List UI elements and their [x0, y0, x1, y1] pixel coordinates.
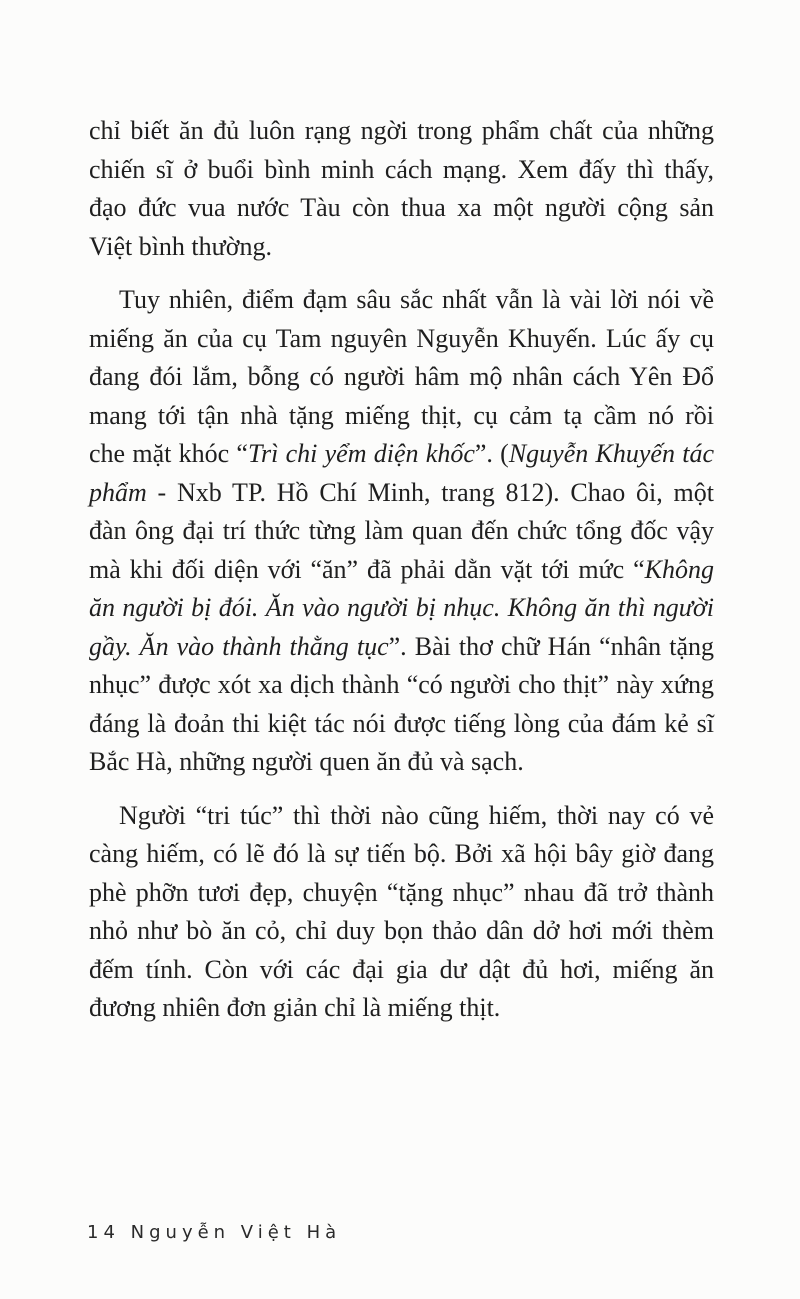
text-line: [89, 474, 714, 513]
text-segment: Người “tri túc” thì thời nào cũng hiếm, thời nay có vẻ: [119, 800, 714, 830]
text-segment: càng hiếm, có lẽ đó là sự tiến bộ. Bởi xã hội bây giờ đang: [89, 839, 714, 868]
text-line: [89, 435, 714, 474]
text-segment: nhục” được xót xa dịch thành “có người cho thịt” này xứng: [89, 670, 714, 699]
text-segment: chỉ biết ăn đủ luôn rạng ngời trong phẩm chất của những: [89, 116, 714, 145]
text-line: [89, 951, 714, 990]
text-segment: đếm tính. Còn với các đại gia dư dật đủ hơi, miếng ăn: [89, 954, 714, 984]
text-segment: - Nxb TP. Hồ Chí Minh, trang 812). Chao ôi, một: [146, 477, 714, 507]
body-text: [89, 112, 714, 1043]
text-segment: mang tới tận nhà tặng miếng thịt, cụ cảm tạ cầm nó rồi: [89, 400, 714, 430]
paragraph: [89, 797, 714, 1028]
text-segment: mà khi đối diện với “ăn” đã phải dằn vặt tới mức “: [89, 554, 645, 584]
text-segment: Bắc Hà, những người quen ăn đủ và sạch.: [89, 747, 524, 776]
text-segment: ”. Bài thơ chữ Hán “nhân tặng: [388, 631, 714, 661]
text-segment: che mặt khóc “: [89, 439, 248, 468]
text-segment: nhỏ như bò ăn cỏ, chỉ duy bọn thảo dân dở hơi mới thèm: [89, 916, 714, 945]
text-line: [89, 743, 714, 782]
text-line: [89, 705, 714, 744]
text-segment: đàn ông đại trí thức từng làm quan đến chức tổng đốc vậy: [89, 516, 714, 545]
text-line: [89, 358, 714, 397]
text-line: [89, 835, 714, 874]
text-line: [89, 628, 714, 667]
italic-segment: Nguyễn Khuyến tác: [508, 439, 714, 468]
text-line: [89, 320, 714, 359]
paragraph: [89, 281, 714, 782]
text-segment: đang đói lắm, bỗng có người hâm mộ nhân cách Yên Đổ: [89, 362, 714, 391]
page-footer: [87, 1222, 341, 1243]
text-line: [89, 912, 714, 951]
italic-segment: Không: [644, 554, 714, 584]
text-segment: miếng ăn của cụ Tam nguyên Nguyễn Khuyến. Lúc ấy cụ: [89, 323, 714, 353]
text-line: [89, 512, 714, 551]
text-line: [89, 281, 714, 320]
text-line: [89, 228, 714, 267]
text-line: [89, 189, 714, 228]
text-line: [89, 797, 714, 836]
text-line: [89, 551, 714, 590]
text-segment: đạo đức vua nước Tàu còn thua xa một người cộng sản: [89, 193, 714, 222]
text-line: [89, 397, 714, 436]
author-name: Nguyễn Việt Hà: [130, 1222, 342, 1243]
text-segment: phè phỡn tươi đẹp, chuyện “tặng nhục” nhau đã trở thành: [89, 877, 714, 907]
text-line: [89, 112, 714, 151]
text-line: [89, 989, 714, 1028]
text-line: [89, 666, 714, 705]
footer-spacer: [120, 1222, 131, 1243]
text-segment: Tuy nhiên, điểm đạm sâu sắc nhất vẫn là vài lời nói về: [119, 285, 714, 314]
text-line: [89, 151, 714, 190]
text-segment: đáng là đoản thi kiệt tác nói được tiếng lòng của đám kẻ sĩ: [89, 708, 714, 738]
italic-segment: ăn người bị đói. Ăn vào người bị nhục. Không ăn thì người: [89, 593, 714, 622]
text-segment: chiến sĩ ở buổi bình minh cách mạng. Xem đấy thì thấy,: [89, 154, 714, 184]
italic-segment: phẩm: [89, 477, 147, 507]
page-number: 14: [87, 1222, 120, 1243]
text-line: [89, 874, 714, 913]
italic-segment: Trì chi yểm diện khốc: [247, 439, 475, 468]
text-line: [89, 589, 714, 628]
text-segment: Việt bình thường.: [89, 231, 272, 261]
paragraph: [89, 112, 714, 266]
text-segment: ”. (: [474, 439, 509, 468]
italic-segment: gầy. Ăn vào thành thằng tục: [89, 631, 389, 661]
text-segment: đương nhiên đơn giản chỉ là miếng thịt.: [89, 993, 501, 1022]
